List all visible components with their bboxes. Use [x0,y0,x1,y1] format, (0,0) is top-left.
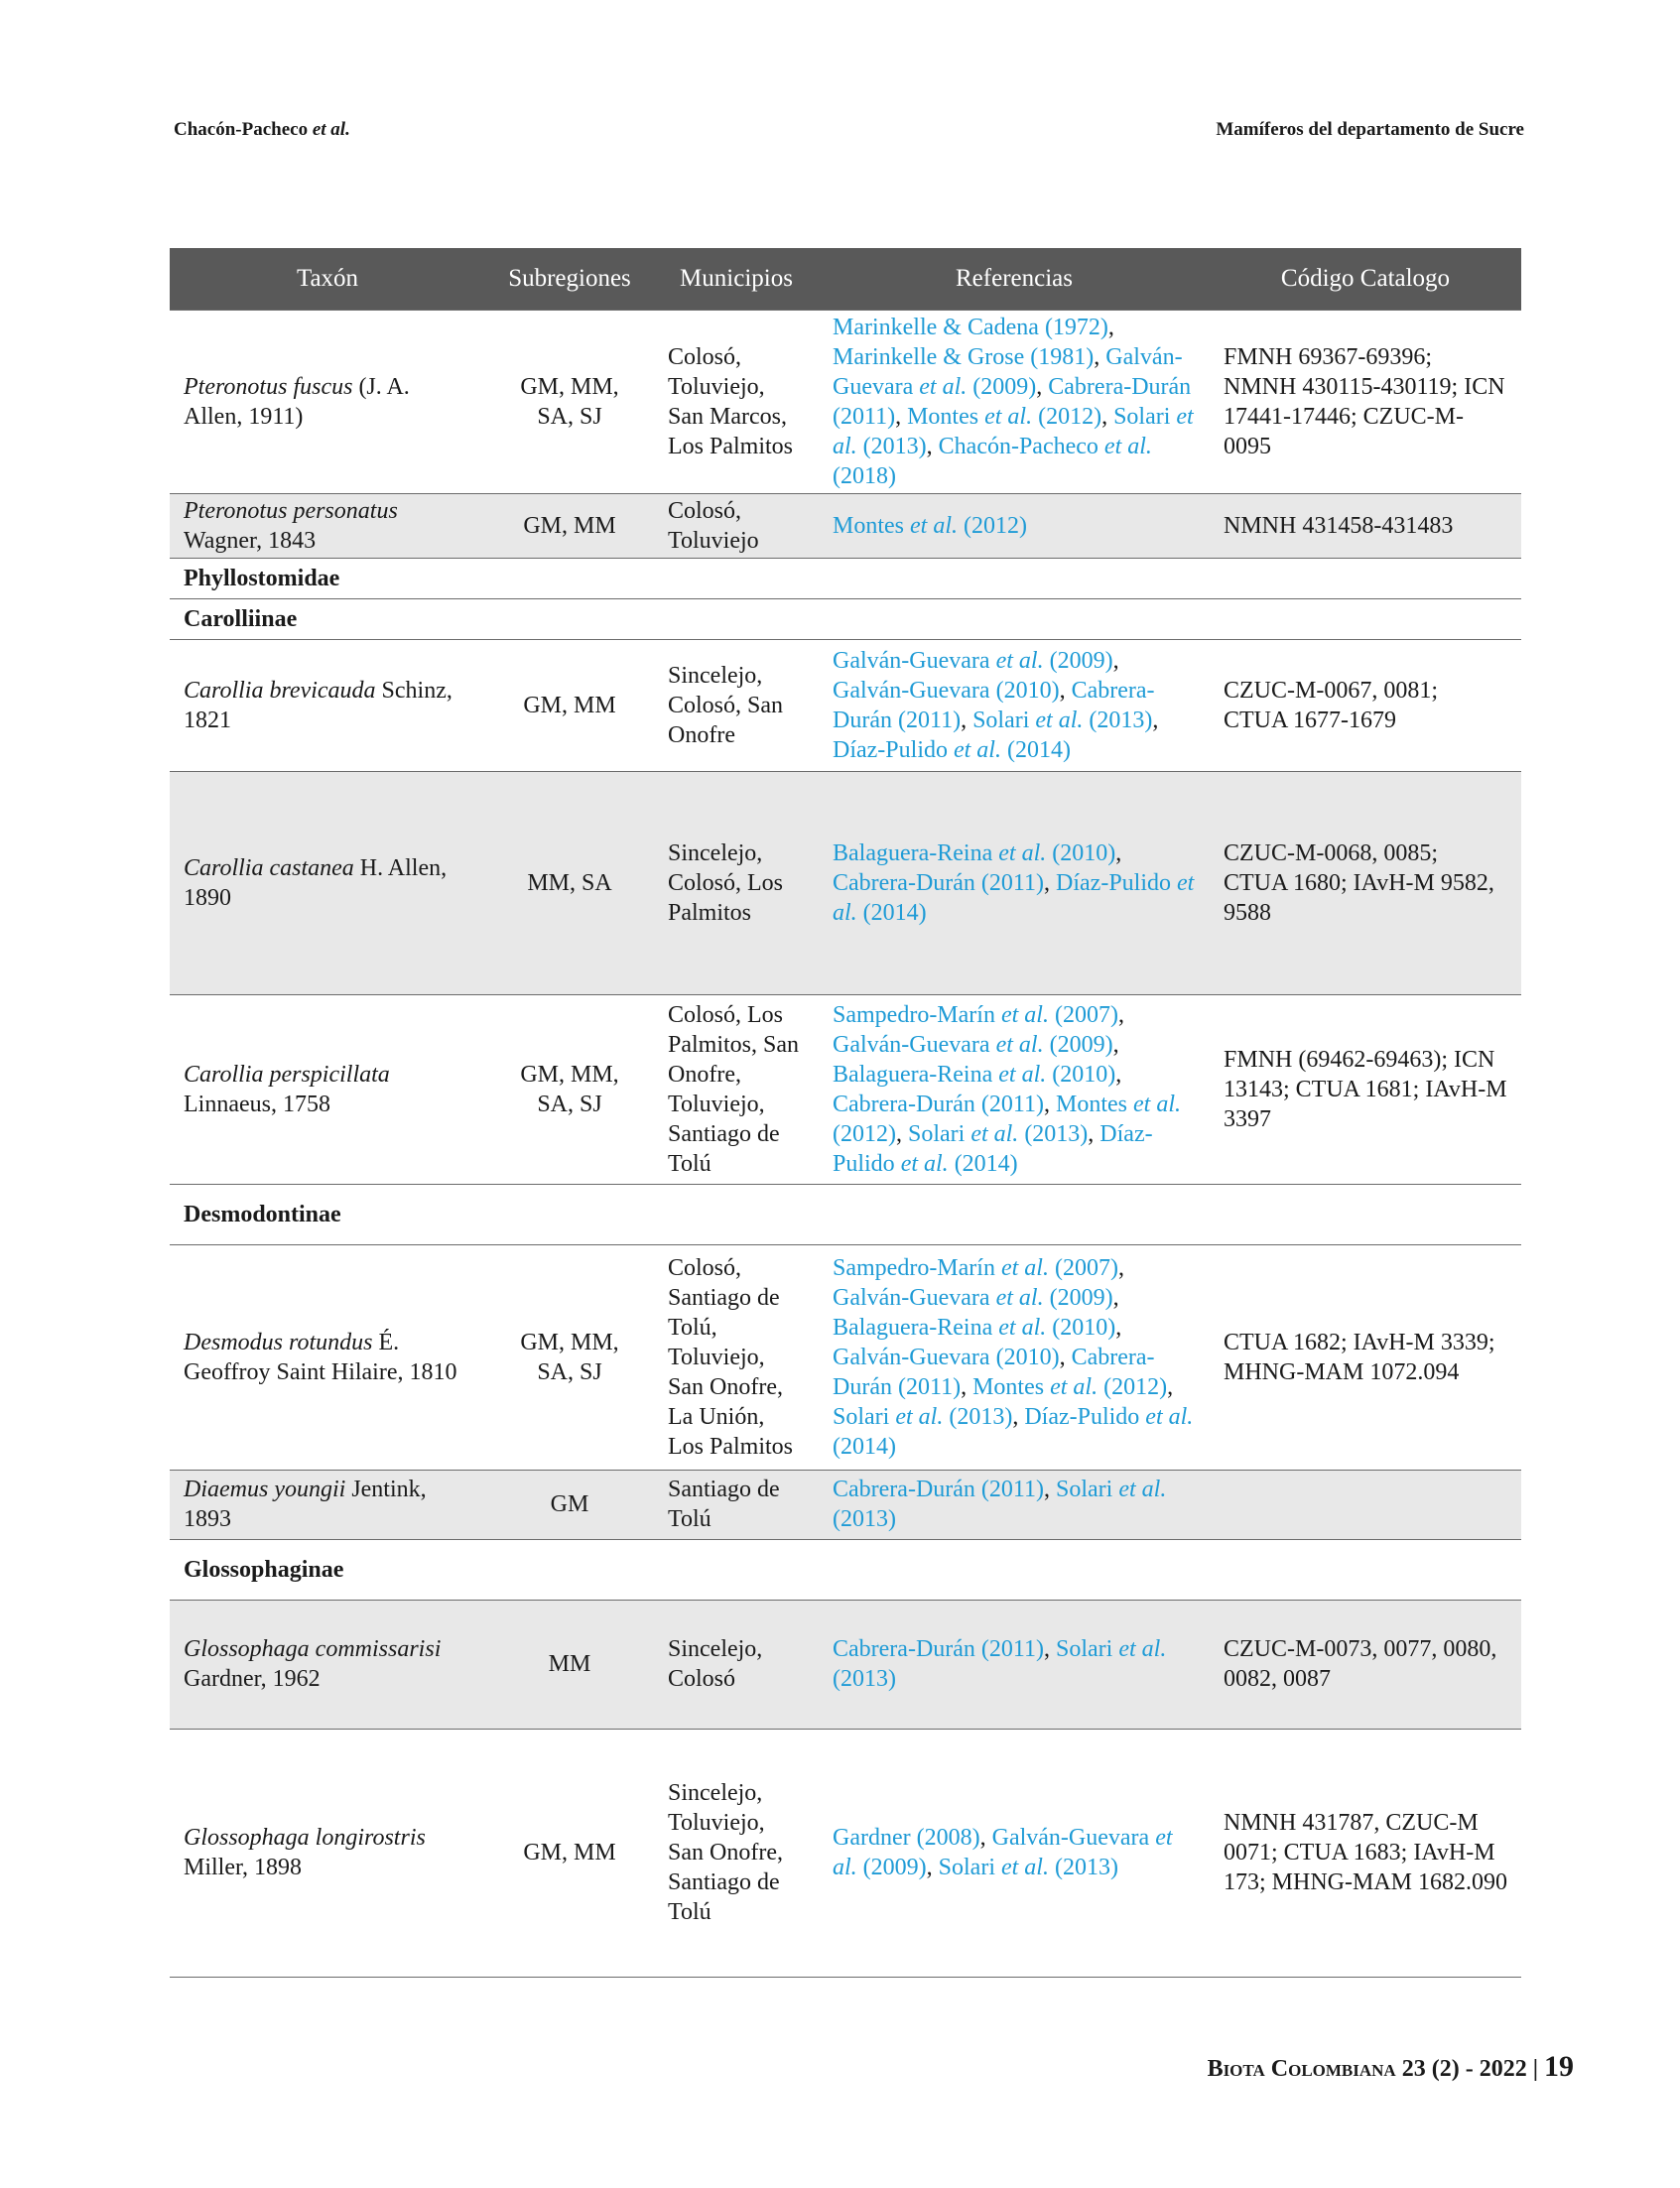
reference-year: (2013) [833,1666,896,1692]
reference-year: (2009) [1049,1284,1113,1311]
references-cell: Gardner (2008), Galván-Guevara et al. (2009), Solari et al. (2013) [819,1729,1210,1977]
species-author: H. Allen, 1890 [184,854,448,911]
reference-link[interactable] [833,1345,1060,1370]
reference-author: Solari [938,1855,995,1880]
reference-year: (2012) [964,512,1027,539]
table-row [170,1729,1521,1977]
reference-etal: et al. [1118,1477,1167,1502]
family-row [170,598,1521,639]
table-row [170,771,1521,994]
family-label: Desmodontinae [170,1184,1521,1244]
reference-author: Montes [907,403,979,430]
taxon-cell [170,310,485,493]
catalog-cell [1210,1470,1521,1539]
species-author: Linnaeus, 1758 [184,1091,330,1117]
reference-year: (2011) [980,1477,1045,1502]
municipalities-cell: Sincelejo, Colosó, San Onofre [654,639,819,771]
reference-author: Galván-Guevara [991,1825,1150,1851]
reference-year: (2013) [1054,1855,1118,1880]
municipalities-cell: Colosó, Toluviejo [654,493,819,558]
reference-year: (2013) [833,1506,896,1532]
species-author: Wagner, 1843 [184,527,317,554]
reference-year: (2009) [1049,647,1113,674]
species-name: Pteronotus fuscus [184,373,353,400]
table-row [170,639,1521,771]
reference-author: Cabrera-Durán [1048,373,1192,400]
species-name: Diaemus youngii [184,1477,346,1502]
reference-author: Galván-Guevara [833,677,990,704]
reference-link[interactable] [833,648,1113,674]
reference-year: (2009) [972,373,1037,400]
reference-year: (2013) [1024,1120,1089,1147]
table-header-row [170,248,1521,310]
table-row [170,310,1521,493]
reference-author: Solari [1056,1636,1113,1662]
reference-year: (2012) [833,1120,896,1147]
family-row [170,1184,1521,1244]
reference-author: Díaz-Pulido [1056,869,1171,896]
reference-link[interactable] [833,1285,1113,1311]
reference-author: Balaguera-Reina [833,839,993,866]
reference-etal: et al. [833,869,1195,926]
footer-issue: 23 (2) - 2022 [1401,2056,1527,2082]
reference-etal: et al. [984,403,1033,430]
reference-link[interactable] [908,1121,1088,1147]
reference-etal: et al. [1000,1855,1049,1880]
reference-etal: et al. [995,1031,1044,1058]
reference-year: (2007) [1054,1254,1118,1281]
reference-author: Cabrera-Durán [833,869,975,896]
reference-etal: et al. [1103,433,1152,459]
municipalities-cell: Colosó, Santiago de Tolú, Toluviejo, San Onofre, La Unión, Los Palmitos [654,1244,819,1470]
reference-author: Marinkelle & Grose [833,343,1025,370]
reference-etal: et al. [1000,1254,1049,1281]
reference-author: Montes [972,1373,1045,1400]
page-number: 19 [1544,2050,1574,2083]
reference-author: Cabrera-Durán [833,1636,975,1662]
references-cell: Balaguera-Reina et al. (2010), Cabrera-Durán (2011), Díaz-Pulido et al. (2014) [819,771,1210,994]
reference-author: Galván-Guevara [833,343,1183,400]
reference-year: (2011) [897,707,962,733]
running-header-title: Mamíferos del departamento de Sucre [1216,119,1524,140]
species-author: Jentink, 1893 [184,1477,427,1532]
reference-link[interactable] [833,1255,1118,1281]
reference-link[interactable] [833,1477,1044,1502]
family-row [170,1539,1521,1600]
reference-etal: et al. [1000,1001,1049,1028]
species-name: Desmodus rotundus [184,1329,373,1355]
reference-author: Sampedro-Marín [833,1254,995,1281]
reference-link[interactable] [833,678,1060,704]
species-name: Pteronotus personatus [184,497,398,524]
municipalities-cell: Colosó, Los Palmitos, San Onofre, Toluviejo, Santiago de Tolú [654,994,819,1184]
species-name: Carollia brevicauda [184,677,376,704]
table-row [170,1470,1521,1539]
subregions-cell: GM, MM [485,493,654,558]
reference-year: (2007) [1054,1001,1118,1028]
reference-year: (1981) [1030,343,1095,370]
table-row [170,994,1521,1184]
reference-etal: et al. [995,1284,1044,1311]
references-cell: Cabrera-Durán (2011), Solari et al. (2013) [819,1470,1210,1539]
reference-author: Cabrera-Durán [833,1091,975,1117]
reference-author: Solari [907,1120,966,1147]
reference-author: Marinkelle & Cadena [833,314,1039,340]
reference-link[interactable] [833,1315,1115,1341]
reference-author: Galván-Guevara [833,1031,990,1058]
reference-etal: et al. [895,1403,944,1430]
running-header-authors [174,119,350,141]
reference-year: (2011) [980,1636,1045,1662]
municipalities-cell: Sincelejo, Toluviejo, San Onofre, Santiago de Tolú [654,1729,819,1977]
reference-link[interactable] [939,1855,1118,1880]
species-name: Carollia perspicillata [184,1061,390,1088]
reference-etal: et al. [998,1061,1047,1088]
reference-etal: et al. [833,1825,1173,1880]
reference-year: (2009) [862,1855,927,1880]
col-header-subregions: Subregiones [508,264,631,292]
family-label: Carolliinae [170,598,1521,639]
reference-link[interactable] [833,1032,1113,1058]
table-body [170,310,1521,1977]
reference-author: Cabrera-Durán [833,677,1155,733]
reference-author: Solari [1056,1477,1113,1502]
references-cell: Cabrera-Durán (2011), Solari et al. (2013) [819,1600,1210,1729]
family-label: Phyllostomidae [170,558,1521,598]
catalog-cell: CTUA 1682; IAvH-M 3339; MHNG-MAM 1072.094 [1210,1244,1521,1470]
reference-author: Sampedro-Marín [833,1001,995,1028]
reference-year: (2011) [833,403,896,430]
reference-link[interactable] [972,1374,1167,1400]
reference-author: Balaguera-Reina [833,1061,993,1088]
catalog-cell: CZUC-M-0068, 0085; CTUA 1680; IAvH-M 9582, 9588 [1210,771,1521,994]
catalog-cell: CZUC-M-0067, 0081; CTUA 1677-1679 [1210,639,1521,771]
municipalities-cell: Sincelejo, Colosó [654,1600,819,1729]
species-author: Miller, 1898 [184,1855,303,1880]
reference-etal: et al. [998,1314,1047,1341]
reference-year: (2010) [995,677,1060,704]
reference-year: (1972) [1044,314,1108,340]
reference-author: Gardner [833,1825,911,1851]
references-cell: Sampedro-Marín et al. (2007), Galván-Guevara et al. (2009), Balaguera-Reina et al. (2010), Cabrera-Durán (2011), Montes et al. (2012), Solari et al. (2013), Díaz-Pulido et al. (2014) [819,994,1210,1184]
subregions-cell: GM, MM, SA, SJ [485,994,654,1184]
table-row [170,1244,1521,1470]
catalog-cell: NMNH 431787, CZUC-M 0071; CTUA 1683; IAvH-M 173; MHNG-MAM 1682.090 [1210,1729,1521,1977]
reference-year: (2013) [1089,707,1153,733]
table-row [170,493,1521,558]
taxon-cell [170,1729,485,1977]
reference-link[interactable] [833,1636,1044,1662]
reference-link[interactable] [833,344,1094,370]
reference-year: (2008) [916,1825,980,1851]
subregions-cell: GM, MM, SA, SJ [485,1244,654,1470]
reference-link[interactable] [833,870,1044,896]
reference-author: Montes [1056,1091,1128,1117]
reference-link[interactable] [833,737,1071,763]
reference-author: Galván-Guevara [833,1344,990,1370]
footer-separator: | [1532,2056,1538,2082]
reference-link[interactable] [833,315,1108,340]
reference-author: Balaguera-Reina [833,1314,993,1341]
reference-year: (2010) [995,1344,1060,1370]
reference-year: (2014) [1006,736,1071,763]
reference-year: (2014) [954,1150,1018,1177]
reference-year: (2013) [949,1403,1013,1430]
subregions-cell: GM, MM [485,1729,654,1977]
reference-author: Chacón-Pacheco [938,433,1098,459]
reference-link[interactable] [833,513,1027,539]
reference-etal: et al. [1118,1636,1167,1662]
reference-year: (2010) [1052,1061,1116,1088]
references-cell: Galván-Guevara et al. (2009), Galván-Guevara (2010), Cabrera-Durán (2011), Solari et al. (2013), Díaz-Pulido et al. (2014) [819,639,1210,771]
species-name: Glossophaga longirostris [184,1825,426,1851]
reference-year: (2010) [1052,839,1116,866]
taxon-cell [170,994,485,1184]
header-author: Chacón-Pacheco [174,119,309,140]
taxon-cell [170,1244,485,1470]
reference-year: (2011) [897,1373,962,1400]
col-header-municipalities: Municipios [680,264,793,292]
references-cell: Sampedro-Marín et al. (2007), Galván-Guevara et al. (2009), Balaguera-Reina et al. (2010), Galván-Guevara (2010), Cabrera-Durán (2011), Montes et al. (2012), Solari et al. (2013), Díaz-Pulido et al. (2014) [819,1244,1210,1470]
footer-journal: Biota Colombiana [1207,2056,1396,2082]
catalog-cell: FMNH (69462-69463); ICN 13143; CTUA 1681; IAvH-M 3397 [1210,994,1521,1184]
references-cell [819,493,1210,558]
municipalities-cell: Colosó, Toluviejo, San Marcos, Los Palmitos [654,310,819,493]
taxon-cell [170,771,485,994]
taxon-cell [170,493,485,558]
species-author: (J. A. Allen, 1911) [184,373,410,430]
reference-etal: et al. [1145,1403,1194,1430]
species-name: Carollia castanea [184,854,354,881]
family-row [170,558,1521,598]
taxon-cell [170,1470,485,1539]
reference-year: (2012) [1103,1373,1168,1400]
reference-author: Cabrera-Durán [833,1344,1155,1400]
species-author: É. Geoffroy Saint Hilaire, 1810 [184,1329,457,1385]
reference-etal: et al. [910,512,958,539]
reference-etal: et al. [1133,1091,1182,1117]
reference-author: Galván-Guevara [833,1284,990,1311]
reference-author: Solari [833,1403,890,1430]
reference-etal: et al. [970,1120,1019,1147]
reference-etal: et al. [1035,707,1084,733]
reference-year: (2014) [833,1433,896,1460]
page-footer [1208,2050,1574,2084]
reference-etal: et al. [953,736,1001,763]
reference-link[interactable] [833,1062,1115,1088]
reference-etal: et al. [900,1150,949,1177]
reference-link[interactable] [833,1404,1012,1430]
reference-author: Montes [833,512,904,539]
reference-author: Galván-Guevara [833,647,990,674]
reference-link[interactable] [972,708,1152,733]
catalog-cell: FMNH 69367-69396; NMNH 430115-430119; ICN 17441-17446; CZUC-M-0095 [1210,310,1521,493]
species-name: Glossophaga commissarisi [184,1636,442,1662]
reference-link[interactable] [833,840,1115,866]
references-cell: Marinkelle & Cadena (1972), Marinkelle & Grose (1981), Galván-Guevara et al. (2009), Cabrera-Durán (2011), Montes et al. (2012), Solari et al. (2013), Chacón-Pacheco et al. (2018) [819,310,1210,493]
col-header-catalog: Código Catalogo [1280,264,1451,292]
reference-etal: et al. [998,839,1047,866]
municipalities-cell: Santiago de Tolú [654,1470,819,1539]
reference-year: (2011) [980,869,1045,896]
reference-year: (2013) [862,433,927,459]
reference-link[interactable] [833,1092,1044,1117]
subregions-cell: GM [485,1470,654,1539]
species-table-container [170,248,1521,1978]
reference-author: Solari [1113,403,1171,430]
reference-link[interactable] [833,1825,980,1851]
reference-link[interactable] [833,1002,1118,1028]
reference-etal: et al. [919,373,968,400]
family-label: Glossophaginae [170,1539,1521,1600]
reference-year: (2012) [1038,403,1102,430]
species-author: Schinz, 1821 [184,677,452,733]
reference-year: (2011) [980,1091,1045,1117]
reference-year: (2010) [1052,1314,1116,1341]
subregions-cell: GM, MM, SA, SJ [485,310,654,493]
species-table [170,248,1521,1978]
reference-year: (2014) [862,899,927,926]
species-author: Gardner, 1962 [184,1666,321,1692]
reference-author: Díaz-Pulido [1024,1403,1140,1430]
reference-etal: et al. [833,403,1194,459]
subregions-cell: GM, MM [485,639,654,771]
reference-author: Díaz-Pulido [833,736,948,763]
reference-author: Cabrera-Durán [833,1477,975,1502]
taxon-cell [170,1600,485,1729]
table-row [170,1600,1521,1729]
municipalities-cell: Sincelejo, Colosó, Los Palmitos [654,771,819,994]
subregions-cell: MM [485,1600,654,1729]
col-header-taxon: Taxón [296,264,359,292]
reference-link[interactable] [907,404,1101,430]
header-etal: et al. [312,119,350,140]
reference-etal: et al. [1050,1373,1098,1400]
reference-year: (2009) [1049,1031,1113,1058]
catalog-cell: CZUC-M-0073, 0077, 0080, 0082, 0087 [1210,1600,1521,1729]
catalog-cell: NMNH 431458-431483 [1210,493,1521,558]
reference-year: (2018) [833,462,896,489]
reference-author: Díaz-Pulido [833,1120,1153,1177]
reference-etal: et al. [995,647,1044,674]
taxon-cell [170,639,485,771]
reference-author: Solari [972,707,1030,733]
col-header-references: Referencias [956,264,1073,292]
subregions-cell: MM, SA [485,771,654,994]
